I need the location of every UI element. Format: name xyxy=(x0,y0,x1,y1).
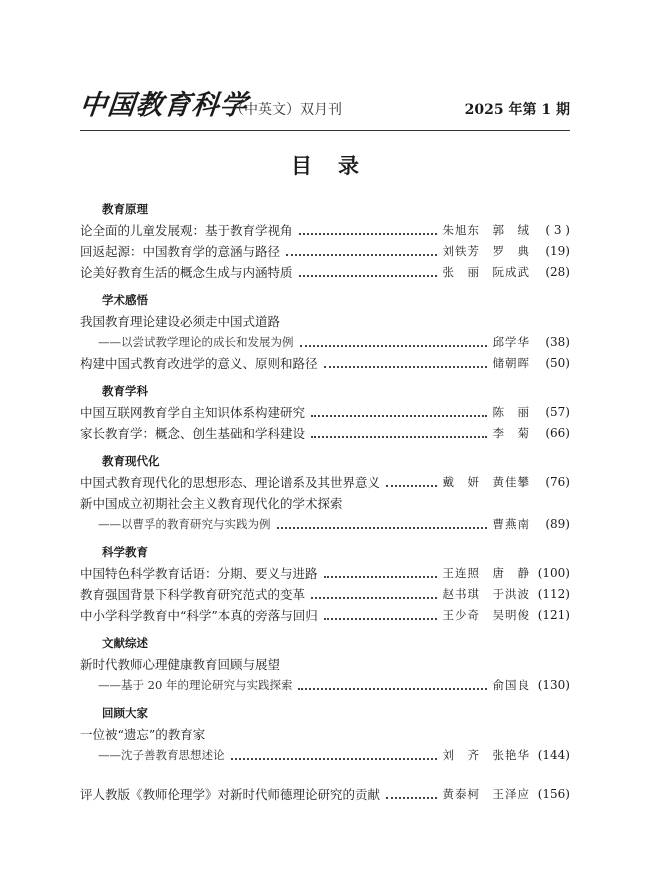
page-number: ( 3 ) xyxy=(545,223,570,237)
toc-section xyxy=(80,198,570,283)
section-heading: 科学教育 xyxy=(102,545,148,559)
dot-leader xyxy=(311,436,486,438)
toc-entry[interactable] xyxy=(80,605,570,626)
page-number: (156) xyxy=(537,787,570,801)
page-number: (121) xyxy=(537,608,570,622)
page-number: (76) xyxy=(545,475,570,489)
toc-entry[interactable] xyxy=(80,584,570,605)
article-title[interactable]: 回返起源：中国教育学的意涵与路径 xyxy=(80,244,281,259)
article-authors: 朱旭东 郭 绒 xyxy=(442,223,530,237)
page-number: (57) xyxy=(545,405,570,419)
section-heading: 教育原理 xyxy=(102,202,148,216)
header-divider xyxy=(80,130,570,131)
toc-entry-line xyxy=(80,514,570,535)
page-number: (100) xyxy=(537,566,570,580)
article-title[interactable]: 我国教育理论建设必须走中国式道路 xyxy=(80,314,281,329)
toc-entry-line xyxy=(80,563,570,584)
toc-entry[interactable] xyxy=(80,654,570,696)
article-title[interactable]: 构建中国式教育改进学的意义、原则和路径 xyxy=(80,356,318,371)
dot-leader xyxy=(231,758,437,760)
dot-leader xyxy=(386,485,436,487)
section-heading: 回顾大家 xyxy=(102,706,148,720)
page-number: (112) xyxy=(537,587,570,601)
section-heading: 文献综述 xyxy=(102,636,148,650)
journal-subtitle: （中英文）双月刊 xyxy=(230,102,342,118)
page-number: (89) xyxy=(545,517,570,531)
article-title[interactable]: 新中国成立初期社会主义教育现代化的学术探索 xyxy=(80,496,343,511)
toc-entry-line xyxy=(80,332,570,353)
page-number: (19) xyxy=(545,244,570,258)
toc-entry-line xyxy=(80,784,570,805)
toc-entry-line xyxy=(80,423,570,444)
article-title[interactable]: 家长教育学：概念、创生基础和学科建设 xyxy=(80,426,306,441)
toc-entry-line xyxy=(80,724,570,745)
section-spacer xyxy=(80,772,570,784)
article-authors: 张 丽 阮成武 xyxy=(442,265,530,279)
toc-entry[interactable] xyxy=(80,402,570,423)
toc-section xyxy=(80,380,570,444)
dot-leader xyxy=(386,797,436,799)
dot-leader xyxy=(286,254,436,256)
article-title[interactable]: 论全面的儿童发展观：基于教育学视角 xyxy=(80,223,293,238)
page-number: (130) xyxy=(537,678,570,692)
toc-entry-line xyxy=(80,654,570,675)
page-number: (144) xyxy=(537,748,570,762)
article-authors: 刘 齐 张艳华 xyxy=(442,748,530,762)
toc-entry[interactable] xyxy=(80,472,570,493)
toc-section xyxy=(80,541,570,626)
article-authors: 邱学华 xyxy=(492,335,530,349)
dot-leader xyxy=(300,345,487,347)
dot-leader xyxy=(324,366,487,368)
section-heading: 教育学科 xyxy=(102,384,148,398)
dot-leader xyxy=(324,576,437,578)
toc-entry[interactable] xyxy=(80,241,570,262)
page-number: (66) xyxy=(545,426,570,440)
article-authors: 刘铁芳 罗 典 xyxy=(442,244,530,258)
article-title[interactable]: 论美好教育生活的概念生成与内涵特质 xyxy=(80,265,293,280)
article-authors: 赵书琪 于洪波 xyxy=(442,587,530,601)
page-number: (38) xyxy=(545,335,570,349)
journal-brand: 中国教育科学 xyxy=(78,90,250,121)
toc-entry-line xyxy=(80,493,570,514)
dot-leader xyxy=(277,527,487,529)
toc-entry[interactable] xyxy=(80,784,570,805)
toc-title: 目录 xyxy=(291,154,385,178)
toc-entry-line xyxy=(80,402,570,423)
article-subtitle: ——以尝试教学理论的成长和发展为例 xyxy=(98,335,294,349)
toc-entry[interactable] xyxy=(80,493,570,535)
article-title[interactable]: 教育强国背景下科学教育研究范式的变革 xyxy=(80,587,306,602)
article-authors: 李 菊 xyxy=(492,426,530,440)
article-title[interactable]: 新时代教师心理健康教育回顾与展望 xyxy=(80,657,281,672)
article-authors: 俞国良 xyxy=(492,678,530,692)
dot-leader xyxy=(299,233,437,235)
article-authors: 陈 丽 xyxy=(492,405,530,419)
article-authors: 黄泰柯 王泽应 xyxy=(442,787,530,801)
toc-entry-line xyxy=(80,675,570,696)
article-title[interactable]: 一位被“遗忘”的教育家 xyxy=(80,727,206,742)
article-authors: 曹燕南 xyxy=(492,517,530,531)
dot-leader xyxy=(299,275,437,277)
toc-entry-line xyxy=(80,745,570,766)
section-heading: 学术感悟 xyxy=(102,293,148,307)
toc-entry-line xyxy=(80,241,570,262)
toc-entry[interactable] xyxy=(80,220,570,241)
journal-header xyxy=(80,88,570,128)
toc-entry[interactable] xyxy=(80,262,570,283)
toc-entry[interactable] xyxy=(80,563,570,584)
article-title[interactable]: 中国式教育现代化的思想形态、理论谱系及其世界意义 xyxy=(80,475,381,490)
toc-entry-line xyxy=(80,584,570,605)
article-title[interactable]: 评人教版《教师伦理学》对新时代师德理论研究的贡献 xyxy=(80,787,381,802)
toc-entry[interactable] xyxy=(80,423,570,444)
dot-leader xyxy=(298,688,486,690)
article-subtitle: ——以曹孚的教育研究与实践为例 xyxy=(98,517,271,531)
toc-entry-line xyxy=(80,353,570,374)
toc-entry-line xyxy=(80,220,570,241)
issue-number: 2025 年第 1 期 xyxy=(464,102,570,118)
article-authors: 储朝晖 xyxy=(492,356,530,370)
article-title[interactable]: 中国特色科学教育话语：分期、要义与进路 xyxy=(80,566,318,581)
page-number: (28) xyxy=(545,265,570,279)
toc-entry-line xyxy=(80,472,570,493)
toc-section xyxy=(80,702,570,766)
toc-section xyxy=(80,450,570,535)
section-heading: 教育现代化 xyxy=(102,454,160,468)
dot-leader xyxy=(311,415,486,417)
toc-entry[interactable] xyxy=(80,724,570,766)
toc-entry-line xyxy=(80,311,570,332)
toc-entry-line xyxy=(80,262,570,283)
article-title[interactable]: 中小学科学教育中“科学”本真的旁落与回归 xyxy=(80,608,318,623)
page-number: (50) xyxy=(545,356,570,370)
toc-section xyxy=(80,289,570,374)
article-authors: 王少奇 吴明俊 xyxy=(442,608,530,622)
article-subtitle: ——基于 20 年的理论研究与实践探索 xyxy=(98,678,293,692)
toc-entry[interactable] xyxy=(80,311,570,353)
article-title[interactable]: 中国互联网教育学自主知识体系构建研究 xyxy=(80,405,306,420)
toc-entry-line xyxy=(80,605,570,626)
toc-sections xyxy=(80,198,570,805)
article-subtitle: ——沈子善教育思想述论 xyxy=(98,748,225,762)
article-authors: 戴 妍 黄佳攀 xyxy=(442,475,530,489)
toc-section xyxy=(80,632,570,696)
toc-entry[interactable] xyxy=(80,353,570,374)
article-authors: 王连照 唐 静 xyxy=(442,566,530,580)
dot-leader xyxy=(324,618,437,620)
dot-leader xyxy=(311,597,436,599)
